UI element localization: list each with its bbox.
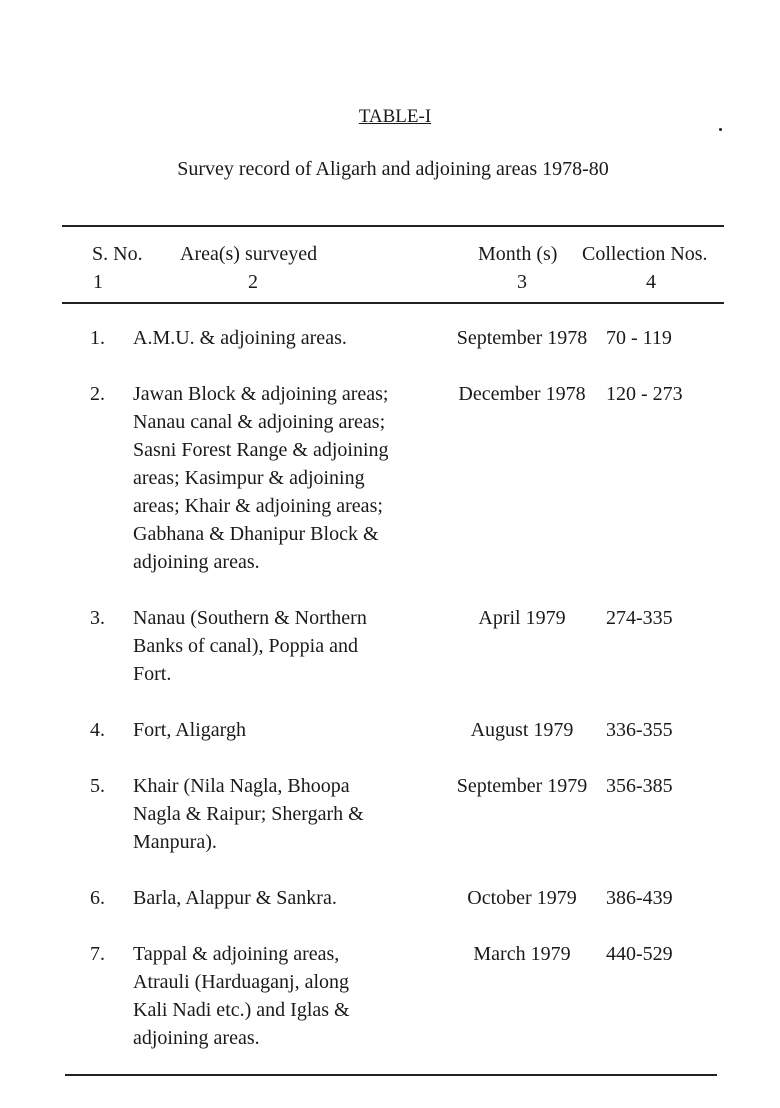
month-cell: September 1978 [456, 327, 588, 349]
collection-numbers: 356-385 [606, 775, 673, 797]
area-surveyed [133, 604, 367, 688]
area-line: Fort. [133, 663, 172, 685]
header-month: Month (s) [478, 243, 558, 265]
serial-number: 5. [90, 775, 105, 797]
table-caption: Survey record of Aligarh and adjoining areas 1978-80 [177, 158, 609, 180]
area-line: areas; Khair & adjoining areas; [133, 495, 383, 517]
month-cell: April 1979 [478, 607, 566, 629]
area-line: adjoining areas. [133, 551, 260, 573]
header-sno: S. No. [92, 243, 143, 265]
collection-numbers: 274-335 [606, 607, 673, 629]
collection-numbers: 386-439 [606, 887, 673, 909]
area-line: Atrauli (Harduaganj, along [133, 971, 350, 993]
area-line: adjoining areas. [133, 1027, 260, 1049]
collection-numbers: 440-529 [606, 943, 673, 965]
area-line: Gabhana & Dhanipur Block & [133, 523, 379, 545]
area-line: Nanau canal & adjoining areas; [133, 411, 386, 433]
bottom-rule [65, 1074, 717, 1076]
serial-number: 6. [90, 887, 105, 909]
area-line: Tappal & adjoining areas, [133, 943, 340, 965]
serial-number: 2. [90, 383, 105, 405]
top-rule [62, 225, 724, 227]
collection-numbers: 336-355 [606, 719, 673, 741]
area-line: Kali Nadi etc.) and Iglas & [133, 999, 350, 1021]
month-cell: December 1978 [458, 383, 586, 405]
area-line: Manpura). [133, 831, 217, 853]
header-area: Area(s) surveyed [180, 243, 318, 265]
area-line: Banks of canal), Poppia and [133, 635, 358, 657]
stray-mark [719, 128, 722, 131]
month-cell: September 1979 [456, 775, 588, 797]
header-collection: Collection Nos. [582, 243, 708, 265]
area-line: Jawan Block & adjoining areas; [133, 383, 389, 405]
table-title: TABLE-I [358, 106, 432, 127]
area-surveyed [133, 772, 364, 856]
serial-number: 3. [90, 607, 105, 629]
header-num-1: 1 [93, 271, 103, 293]
area-line: A.M.U. & adjoining areas. [133, 327, 347, 349]
collection-numbers: 120 - 273 [606, 383, 683, 405]
area-line: areas; Kasimpur & adjoining [133, 467, 365, 489]
collection-numbers: 70 - 119 [606, 327, 672, 349]
month-cell: October 1979 [467, 887, 577, 909]
area-line: Barla, Alappur & Sankra. [133, 887, 337, 909]
area-line: Nagla & Raipur; Shergarh & [133, 803, 364, 825]
header-num-4: 4 [646, 271, 656, 293]
header-rule [62, 302, 724, 304]
header-num-3: 3 [517, 271, 527, 293]
serial-number: 1. [90, 327, 105, 349]
month-cell: March 1979 [473, 943, 571, 965]
area-surveyed [133, 884, 337, 912]
area-line: Fort, Aligargh [133, 719, 246, 741]
area-surveyed [133, 716, 246, 744]
area-line: Nanau (Southern & Northern [133, 607, 367, 629]
month-cell: August 1979 [470, 719, 574, 741]
area-surveyed [133, 940, 350, 1052]
area-surveyed [133, 324, 347, 352]
area-line: Sasni Forest Range & adjoining [133, 439, 389, 461]
serial-number: 7. [90, 943, 105, 965]
area-line: Khair (Nila Nagla, Bhoopa [133, 775, 350, 797]
header-num-2: 2 [248, 271, 258, 293]
serial-number: 4. [90, 719, 105, 741]
area-surveyed [133, 380, 389, 576]
